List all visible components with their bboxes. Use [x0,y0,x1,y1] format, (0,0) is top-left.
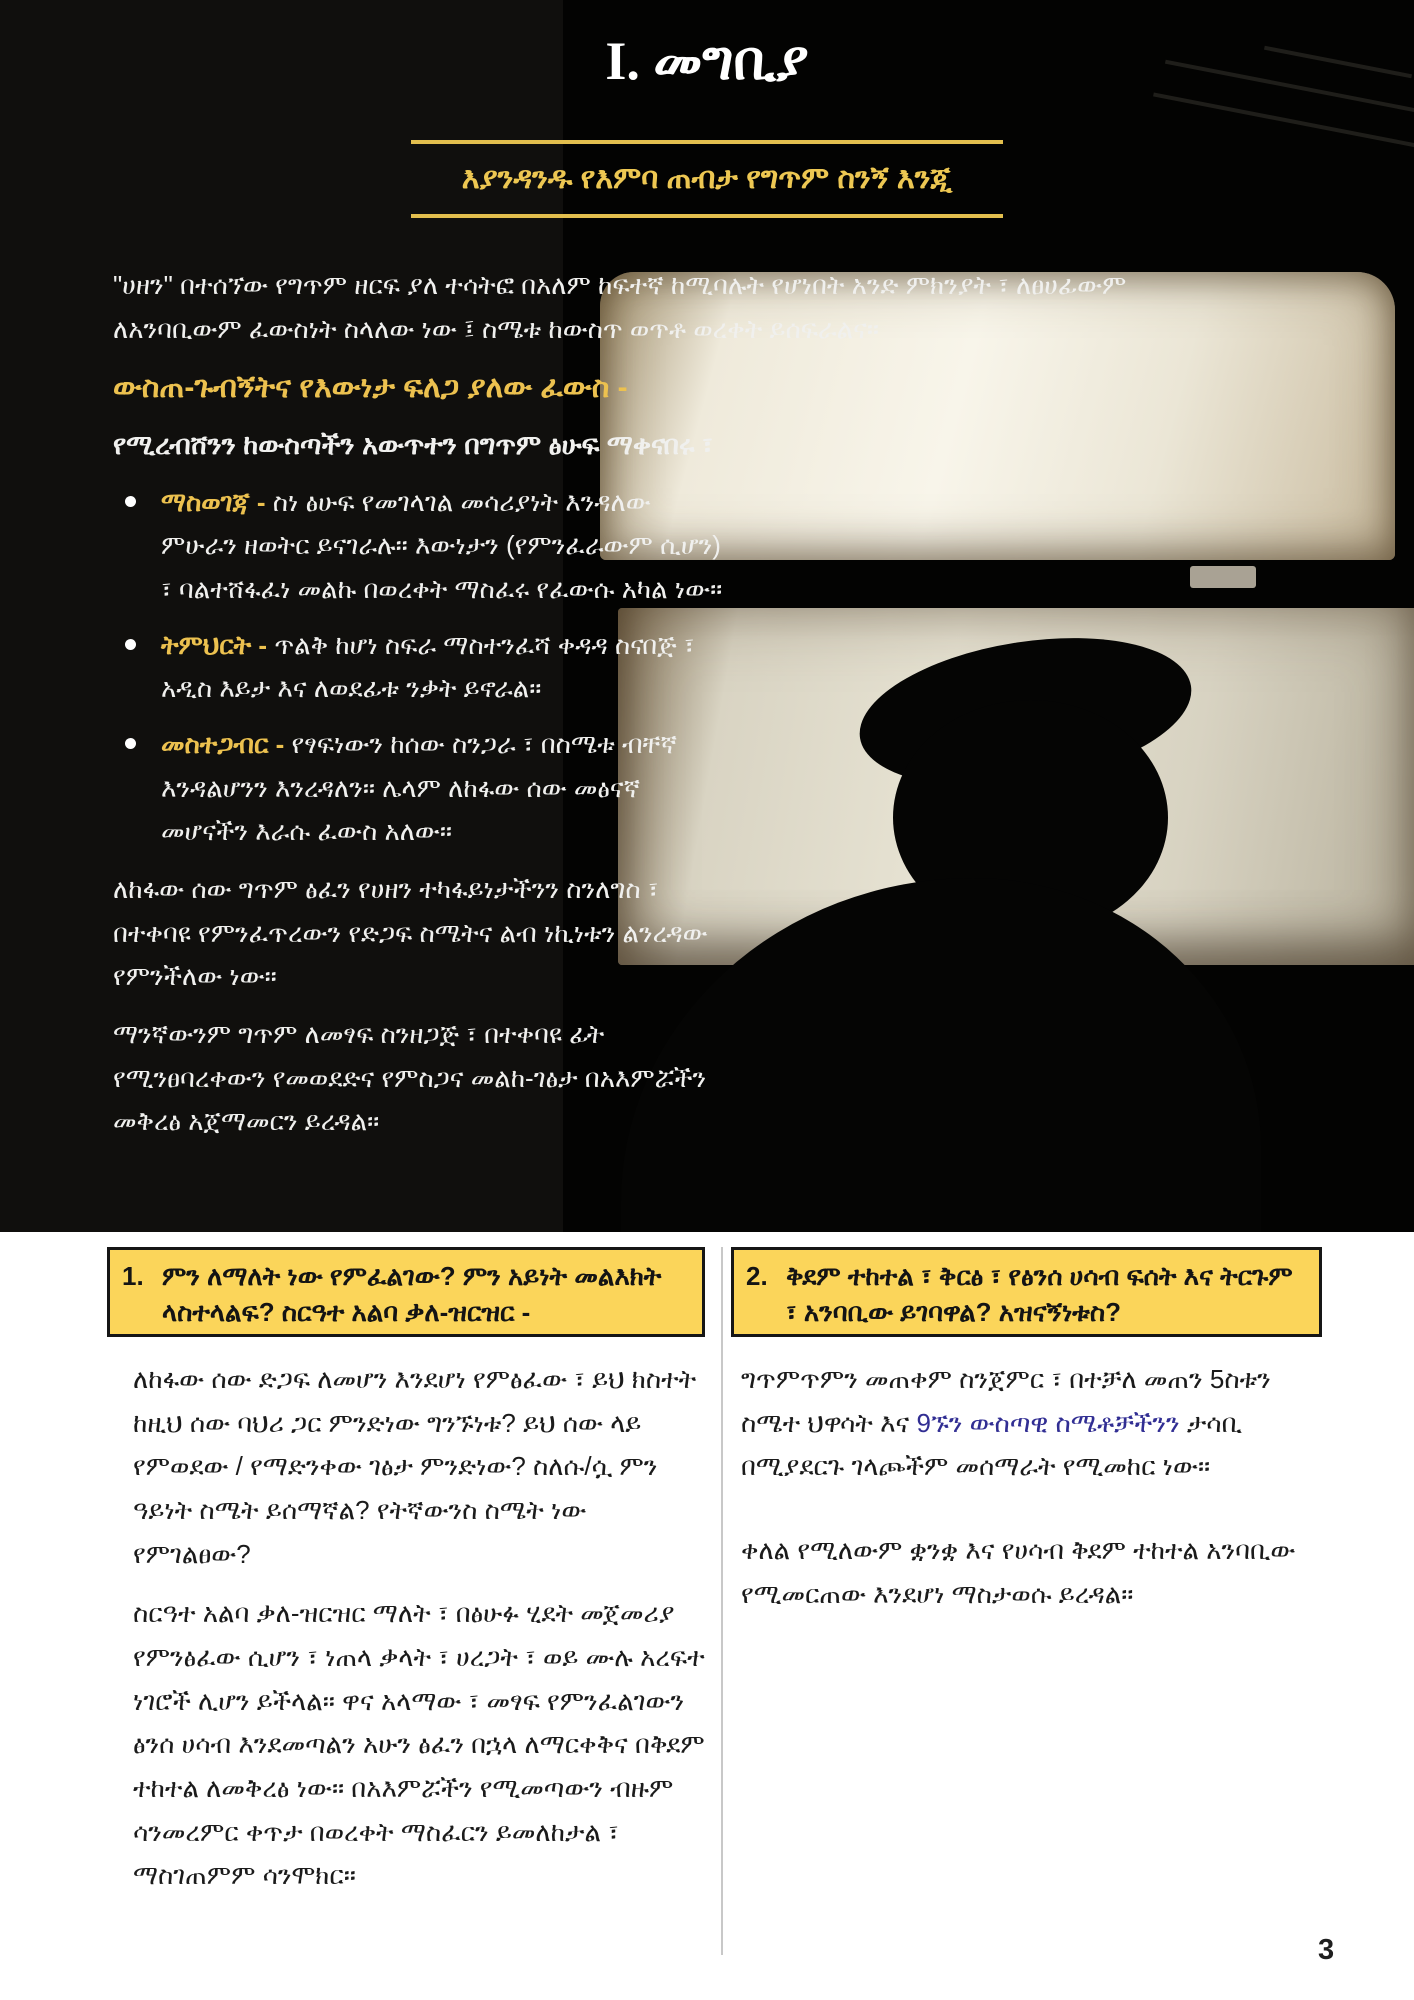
divider-rule-bottom [411,214,1003,218]
bullet-text: የፃፍነውን ከሰው ስንጋራ ፣ በስሜቱ ብቸኛ እንዳልሆንን እንረዳለን። ሌላም ለከፋው ሰው መፅናኛ መሆናችን እራሱ ፈውስ አለው። [161,729,678,847]
bullet-item-learning [113,624,728,711]
page-title: I. መግቢያ [605,31,809,91]
bullet-text: ስነ ፅሁፍ የመገላገል መሳሪያነት እንዳለው ምሁራን ዘወትር ይናገራሉ። እውነታን (የምንፈራውም ሲሆን) ፣ ባልተሸፋፈነ መልኩ በወረቀት ማስፈሩ የፈውሱ አካል ነው። [161,486,723,605]
bullet-item-release [113,481,728,612]
left-column-paragraph-2: ስርዓተ አልባ ቃለ-ዝርዝር ማለት ፣ በፅሁፉ ሂደት መጀመሪያ የምንፅፈው ሲሆን ፣ ነጠላ ቃላት ፣ ሀረጋት ፣ ወይ ሙሉ አረፍተ ነገሮች ሊሆን ይችላል። ዋና አላማው ፣ መፃፍ የምንፈልገውን ፅንሰ ሀሳብ እንደመጣልን አሁን ፅፈን በኋላ ለማርቀቅና በቅደም ተከተል ለመቅረፅ ነው። በአእምሯችን የሚመጣውን ብዙም ሳንመረምር ቀጥታ በወረቀት ማስፈርን ይመለከታል ፣ ማስገጠምም ሳንሞክር። [133,1598,705,1891]
lead-paragraph: የሚረብሸንን ከውስጣችን አውጥተን በግጥም ፅሁፍ ማቀናበሩ ፣ [113,430,713,461]
section-heading: ውስጠ-ጉብኝትና የእውነታ ፍለጋ ያለው ፈውስ - [113,371,628,405]
question-number: 2. [746,1261,768,1291]
intro-paragraph: "ሀዘን" በተሰኘው የግጥም ዘርፍ ያለ ተሳትፎ በአለም ከፍተኛ ከሚባሉት የሆነበት አንድ ምክንያት ፣ ለፀሀፊውም ለአንባቢውም ፈውስነት ስላለው ነው ፤ ስሜቱ ከውስጥ ወጥቶ ወረቀት ይሰፍራልና። [113,270,1127,344]
column-divider [721,1247,723,1955]
paragraph-text: ግጥምጥምን መጠቀም ስንጀምር ፣ በተቻለ መጠን 5ስቱን ስሜተ ህዋሳት እና [741,1364,1271,1438]
hero-subtitle: እያንዳንዱ የእምባ ጠብታ የግጥም ስንኝ እንጂ [461,162,953,195]
bullet-dot-icon [125,639,136,650]
divider-rule-top [411,140,1003,144]
bullet-dot-icon [125,738,136,749]
question-box-1 [107,1247,705,1337]
right-column-paragraph-2: ቀለል የሚለውም ቋንቋ እና የሀሳብ ቅደም ተከተል አንባቢው የሚመርጠው እንደሆነ ማስታወሱ ይረዳል። [741,1535,1296,1609]
benefits-bullet-list [113,481,728,854]
bullet-dot-icon [125,496,136,507]
bullet-term: መስተጋብር - [161,729,285,760]
hero-paragraph-2: ለከፋው ሰው ግጥም ፅፈን የሀዘን ተካፋይነታችንን ስንለግስ ፣ በተቀባዩ የምንፈጥረውን የድጋፍ ስሜትና ልብ ነኪነቱን ልንረዳው የምንችለው ነው። [113,874,708,992]
subtitle-block [0,140,1414,218]
question-text: ቅደም ተከተል ፣ ቅርፅ ፣ የፅንሰ ሀሳብ ፍሰት እና ትርጉም ፣ አንባቢው ይገባዋል? አዝናኝነቱስ? [786,1261,1293,1328]
left-column-paragraph-1: ለከፋው ሰው ድጋፍ ለመሆን እንደሆነ የምፅፈው ፣ ይህ ክስተት ከዚህ ሰው ባህሪ ጋር ምንድነው ግንኙነቱ? ይህ ሰው ላይ የምወደው / የማድንቀው ገፅታ ምንድነው? ስለሱ/ሷ ምን ዓይነት ስሜት ይሰማኛል? የትኛውንስ ስሜት ነው የምገልፀው? [133,1364,697,1569]
hero-text-column [113,264,1223,1144]
question-number: 1. [122,1261,144,1291]
right-column-paragraph-1 [741,1358,1321,1489]
right-text-column [741,1358,1321,1616]
page-number: 3 [1318,1934,1335,1966]
paragraph-text: ታሳቢ በሚያደርጉ ገላጮችም መሰማራት የሚመከር ነው። [741,1407,1243,1482]
question-text: ምን ለማለት ነው የምፈልገው? ምን አይነት መልእክት ላስተላልፍ? ስርዓተ አልባ ቃለ-ዝርዝር - [162,1261,662,1328]
bullet-item-interaction [113,723,728,854]
bullet-text: ጥልቅ ከሆነ ስፍራ ማስተንፈሻ ቀዳዳ ስናበጅ ፣ አዲስ እይታ እና ለወደፊቱ ንቃት ይኖራል። [161,629,695,704]
inner-senses-link[interactable]: 9ኙን ውስጣዊ ስሜቶቻችንን [916,1407,1180,1438]
bullet-term: ማስወገጃ - [161,486,266,517]
hero-paragraph-3: ማንኛውንም ግጥም ለመፃፍ ስንዘጋጅ ፣ በተቀባዩ ፊት የሚንፀባረቀውን የመወደድና የምስጋና መልከ-ገፅታ በአእምሯችን መቅረፅ አጀማመርን ይረዳል። [113,1019,707,1137]
bullet-term: ትምህርት - [161,629,268,660]
question-box-2 [731,1247,1322,1337]
left-text-column [133,1358,711,1898]
